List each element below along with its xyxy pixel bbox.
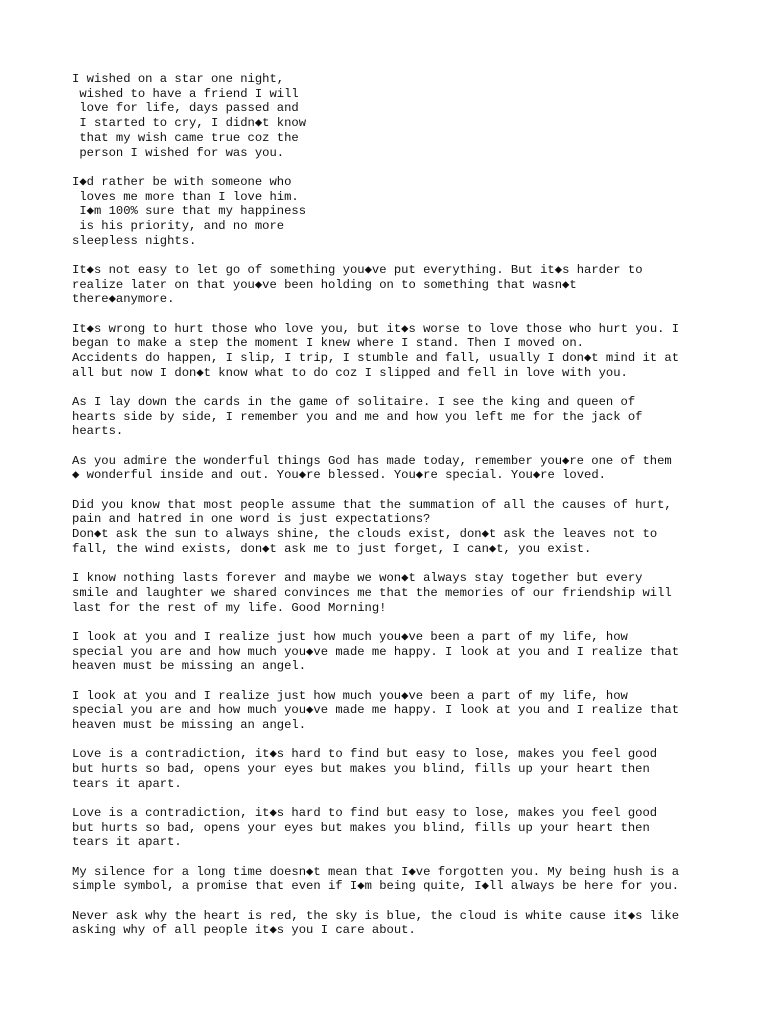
document-body [72,72,722,953]
text-line: Accidents do happen, I slip, I trip, I stumble and fall, usually I don◆t mind it at [72,351,680,366]
text-line: that my wish came true coz the [72,130,299,145]
text-line: wished to have a friend I will [72,86,299,101]
text-line: Did you know that most people assume that the summation of all the causes of hurt, [72,497,672,512]
text-line: I know nothing lasts forever and maybe we won◆t always stay together but every [72,571,643,586]
text-line: Love is a contradiction, it◆s hard to find but easy to lose, makes you feel good [72,805,658,820]
text-line: I◆d rather be with someone who [72,174,292,189]
paragraph-look-at-you [72,630,722,674]
text-line: sleepless nights. [72,233,197,248]
text-line: I wished on a star one night, [72,72,285,86]
text-line: is his priority, and no more [72,218,285,233]
text-line: asking why of all people it◆s you I care about. [72,923,416,938]
text-line: special you are and how much you◆ve made me happy. I look at you and I realize that [72,703,680,718]
text-line: It◆s wrong to hurt those who love you, but it◆s worse to love those who hurt you. I [72,321,680,336]
text-line: pain and hatred in one word is just expectations? [72,512,431,527]
paragraph-contradiction-repeat [72,806,722,850]
text-line: realize later on that you◆ve been holding on to something that wasn◆t [72,277,577,292]
paragraph-wrong-to-hurt [72,322,722,381]
text-line: Never ask why the heart is red, the sky is blue, the cloud is white cause it◆s like [72,908,680,923]
paragraph-contradiction [72,747,722,791]
text-line: Don◆t ask the sun to always shine, the clouds exist, don◆t ask the leaves not to [72,527,658,542]
paragraph-let-go [72,263,722,307]
paragraph-admire [72,454,722,483]
text-line: It◆s not easy to let go of something you◆ve put everything. But it◆s harder to [72,262,643,277]
text-line: fall, the wind exists, don◆t ask me to just forget, I can◆t, you exist. [72,541,592,556]
text-line: heaven must be missing an angel. [72,659,307,674]
text-line: tears it apart. [72,776,182,791]
text-line: all but now I don◆t know what to do coz I slipped and fell in love with you. [72,365,628,380]
text-line: heaven must be missing an angel. [72,717,307,732]
text-line: Love is a contradiction, it◆s hard to find but easy to lose, makes you feel good [72,747,658,762]
text-line: love for life, days passed and [72,101,299,116]
text-line: last for the rest of my life. Good Morning! [72,600,387,615]
text-line: ◆ wonderful inside and out. You◆re blessed. You◆re special. You◆re loved. [72,468,606,483]
text-line: hearts. [72,424,124,439]
paragraph-solitaire [72,395,722,439]
paragraph-star-wish [72,72,722,160]
text-line: I started to cry, I didn◆t know [72,116,307,131]
text-line: smile and laughter we shared convinces me that the memories of our friendship will [72,585,672,600]
paragraph-look-at-you-repeat [72,689,722,733]
text-line: As I lay down the cards in the game of solitaire. I see the king and queen of [72,395,636,410]
paragraph-silence [72,865,722,894]
text-line: My silence for a long time doesn◆t mean that I◆ve forgotten you. My being hush is a [72,864,680,879]
paragraph-rather-be [72,175,722,249]
paragraph-never-ask [72,909,722,938]
text-line: I look at you and I realize just how much you◆ve been a part of my life, how [72,629,628,644]
paragraph-nothing-lasts [72,571,722,615]
text-line: but hurts so bad, opens your eyes but makes you blind, fills up your heart then [72,820,650,835]
text-line: special you are and how much you◆ve made me happy. I look at you and I realize that [72,644,680,659]
text-line: As you admire the wonderful things God has made today, remember you◆re one of them [72,453,672,468]
text-line: began to make a step the moment I knew where I stand. Then I moved on. [72,336,584,351]
text-line: tears it apart. [72,835,182,850]
paragraph-expectations [72,498,722,557]
text-line: simple symbol, a promise that even if I◆m being quite, I◆ll always be here for you. [72,879,680,894]
text-line: there◆anymore. [72,292,175,307]
text-line: hearts side by side, I remember you and me and how you left me for the jack of [72,409,643,424]
text-line: I look at you and I realize just how much you◆ve been a part of my life, how [72,688,628,703]
text-line: I◆m 100% sure that my happiness [72,204,307,219]
text-line: loves me more than I love him. [72,189,299,204]
text-line: but hurts so bad, opens your eyes but makes you blind, fills up your heart then [72,761,650,776]
text-line: person I wished for was you. [72,145,285,160]
